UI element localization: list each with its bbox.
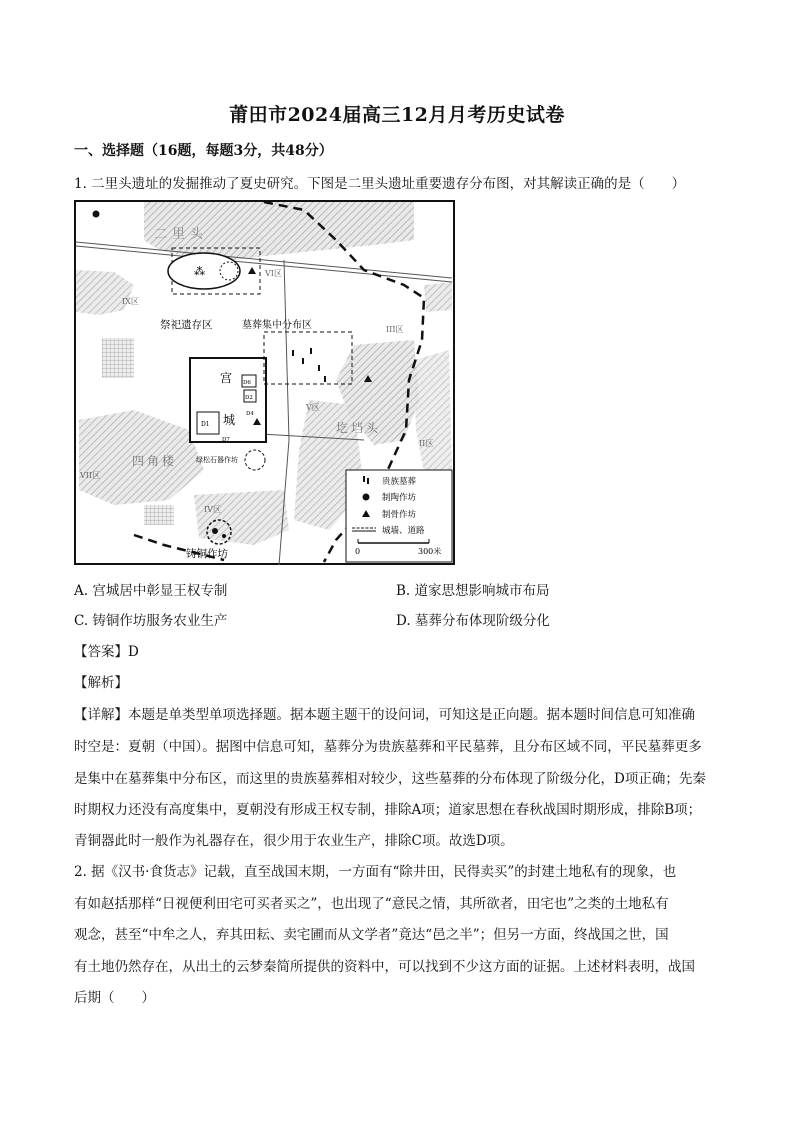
- svg-text:VI区: VI区: [265, 269, 282, 278]
- question-2-line: 2. 据《汉书·食货志》记载，直至战国末期，一方面有“除井田，民得卖买”的封建土地私有的现象，也: [74, 864, 677, 880]
- question-1-stem: 1. 二里头遗址的发掘推动了夏史研究。下图是二里头遗址重要遗存分布图，对其解读正确的是（ ）: [74, 176, 686, 192]
- analysis-label: 【解析】: [74, 675, 128, 691]
- svg-text:D6: D6: [243, 380, 251, 386]
- question-2-line: 观念，甚至“中牟之人，弃其田耘、卖宅圃而从文学者”竟达“邑之半”；但另一方面，终战国之世，国: [74, 927, 669, 943]
- map-legend: [346, 470, 452, 562]
- svg-text:制陶作坊: 制陶作坊: [382, 493, 417, 503]
- question-2-line: 有如赵括那样“日视便利田宅可买者买之”，也出现了“意民之情，其所欲者，田宅也”之类的土地私有: [74, 896, 669, 912]
- svg-text:⁂: ⁂: [194, 265, 205, 278]
- svg-text:D7: D7: [222, 437, 230, 443]
- svg-text:制骨作坊: 制骨作坊: [382, 510, 417, 520]
- palace-label-gong: 宫: [220, 371, 233, 385]
- svg-text:IX区: IX区: [122, 297, 139, 306]
- detail-line: 是集中在墓葬集中分布区，而这里的贵族墓葬相对较少，这些墓葬的分布体现了阶级分化，D项正确；先秦: [74, 771, 706, 787]
- erlitou-site-map: [74, 200, 455, 565]
- svg-text:D1: D1: [201, 421, 210, 428]
- label-turquoise-workshop: 绿松石器作坊: [196, 456, 238, 464]
- svg-text:D4: D4: [246, 411, 254, 417]
- svg-text:VII区: VII区: [80, 471, 101, 480]
- label-tomb-area: 墓葬集中分布区: [242, 320, 312, 331]
- label-getadtou: 圪垱头: [336, 421, 382, 435]
- svg-text:D2: D2: [245, 395, 253, 401]
- label-sijiaolou: 四角楼: [132, 454, 178, 468]
- svg-text:V区: V区: [306, 403, 320, 412]
- answer-label: 【答案】D: [74, 644, 139, 660]
- svg-text:II区: II区: [419, 439, 434, 448]
- label-erlitou: 二里头: [154, 227, 209, 242]
- detail-line: 时期权力还没有高度集中，夏朝没有形成王权专制，排除A项；道家思想在春秋战国时期形成，排除B项；: [74, 802, 702, 818]
- option-b[interactable]: B. 道家思想影响城市布局: [396, 583, 550, 599]
- option-d[interactable]: D. 墓葬分布体现阶级分化: [396, 613, 550, 629]
- question-2-line: 后期（ ）: [74, 990, 155, 1006]
- detail-line: 时空是：夏朝（中国）。据图中信息可知，墓葬分为贵族墓葬和平民墓葬，且分布区域不同，平民墓葬更多: [74, 739, 702, 755]
- label-sacrifice-area: 祭祀遗存区: [160, 319, 213, 331]
- svg-text:城墙、道路: 城墙、道路: [382, 526, 425, 536]
- detail-line: 【详解】本题是单类型单项选择题。据本题主题干的设问词，可知这是正向题。据本题时间信息可知准确: [74, 707, 695, 723]
- question-2-line: 有土地仍然存在，从出土的云梦秦简所提供的资料中，可以找到不少这方面的证据。上述材料表明，战国: [74, 959, 695, 975]
- option-c[interactable]: C. 铸铜作坊服务农业生产: [74, 613, 228, 629]
- svg-text:贵族墓葬: 贵族墓葬: [382, 477, 417, 487]
- detail-line: 青铜器此时一般作为礼器存在，很少用于农业生产，排除C项。故选D项。: [74, 833, 514, 849]
- svg-text:0: 0: [355, 547, 361, 556]
- svg-text:III区: III区: [386, 325, 404, 334]
- palace-label-cheng: 城: [223, 413, 236, 427]
- section-heading: 一、选择题（16题，每题3分，共48分）: [74, 143, 333, 159]
- page-title: 莆田市2024届高三12月月考历史试卷: [229, 104, 565, 126]
- label-bronze-foundry: 铸铜作坊: [186, 548, 228, 560]
- svg-text:IV区: IV区: [204, 505, 221, 514]
- option-a[interactable]: A. 宫城居中彰显王权专制: [74, 583, 228, 599]
- svg-text:300米: 300米: [418, 547, 442, 556]
